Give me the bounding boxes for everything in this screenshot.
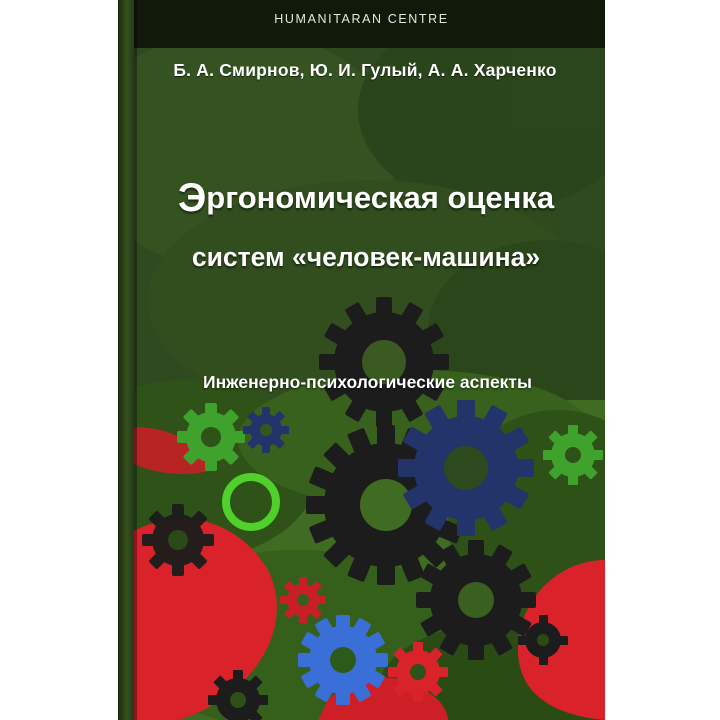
publisher-name: HUMANITARAN CENTRE — [274, 12, 449, 26]
book-authors: Б. А. Смирнов, Ю. И. Гулый, А. А. Харченко — [173, 60, 557, 80]
book-title-line-2: систем «человек-машина» — [191, 242, 541, 272]
cover-artwork — [118, 0, 605, 720]
page-margin-right — [605, 0, 720, 720]
gear-artwork-svg — [118, 0, 605, 720]
title-drop-cap: Э — [177, 176, 207, 220]
book-subtitle: Инженерно-психологические аспекты — [203, 372, 532, 392]
book-cover — [118, 0, 605, 720]
book-spine-edge — [134, 0, 137, 720]
title-line-1-rest: ргономическая оценка — [206, 180, 555, 215]
book-title-line-1 — [140, 178, 592, 218]
title-block — [140, 178, 592, 274]
page-margin-left — [0, 0, 118, 720]
book-spine — [118, 0, 134, 720]
